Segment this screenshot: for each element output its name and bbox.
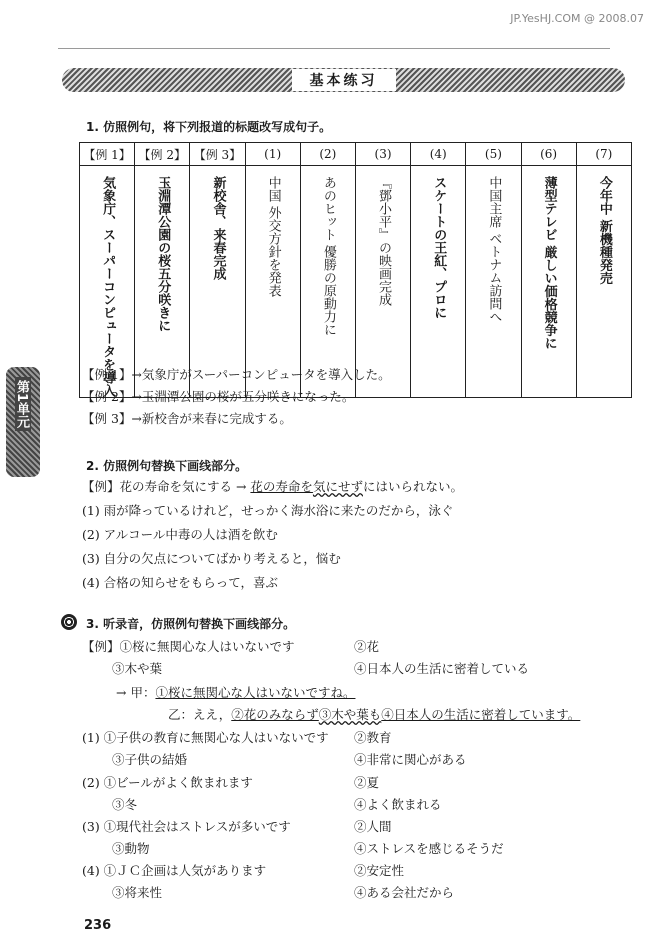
exercise-3-heading: 3. 听录音，仿照例句替换下画线部分。 xyxy=(86,617,296,631)
example-suffix: にはいられない。 xyxy=(362,479,463,494)
dialogue-b-seg: ②花のみならず xyxy=(231,707,319,722)
header-rule xyxy=(58,48,610,49)
exercise-2-example xyxy=(82,477,463,495)
exercise-3-item-line: ④ストレスを感じるそうだ xyxy=(354,841,504,856)
col-label: (4) xyxy=(411,143,466,166)
headline-text: 新校舎、来春完成 xyxy=(210,176,226,280)
exercise-1-heading: 1. 仿照例句，将下列报道的标题改写成句子。 xyxy=(86,120,332,134)
exercise-3-item-line: ③将来性 xyxy=(112,885,163,900)
headline-cell xyxy=(245,166,300,398)
exercise-3-item-line: ③動物 xyxy=(112,841,150,856)
exercise-3-example-line: ④日本人の生活に密着している xyxy=(354,661,530,676)
exercise-3-item-line: (1) ①子供の教育に無関心な人はいないです xyxy=(82,730,329,745)
exercise-3-item-line: ②教育 xyxy=(354,730,392,745)
unit-side-tab xyxy=(6,367,40,477)
section-banner xyxy=(62,68,625,92)
headline-text: 中国 外交方針を発表 xyxy=(265,176,281,298)
example-prefix: 【例】花の寿命を気にする → xyxy=(82,479,251,494)
exercise-3-item-line: ④よく飲まれる xyxy=(354,797,442,812)
dialogue-a-text: ①桜に無関心な人はいないですね。 xyxy=(155,685,356,700)
exercise-3-item-line: ②人間 xyxy=(354,819,392,834)
headline-cell xyxy=(411,166,466,398)
headline-text: 中国主席 ベトナム訪問へ xyxy=(486,176,502,324)
dialogue-b-seg: ④日本人の生活に密着しています。 xyxy=(381,707,581,722)
dialogue-b xyxy=(168,705,580,723)
watermark: JP.YesHJ.COM @ 2008.07 xyxy=(510,12,644,25)
headline-cell xyxy=(466,166,521,398)
unit-label: 第1单元 xyxy=(15,377,31,431)
col-label: (1) xyxy=(245,143,300,166)
page-number: 236 xyxy=(84,918,112,933)
exercise-3-item-line: ③冬 xyxy=(112,797,138,812)
banner-title: 基本练习 xyxy=(292,69,396,91)
col-label: 【例 2】 xyxy=(135,143,190,166)
headline-table-header-row xyxy=(80,143,632,166)
exercise-3-item-line: (4) ①ＪＣ企画は人気があります xyxy=(82,863,267,878)
exercise-2-item: (2) アルコール中毒の人は酒を飲む xyxy=(82,527,278,542)
example-underlined-b: 気にせず xyxy=(312,479,363,494)
exercise-3-item-line: ④非常に関心がある xyxy=(354,752,467,767)
exercise-3-item-line: (3) ①現代社会はストレスが多いです xyxy=(82,819,291,834)
headline-cell xyxy=(135,166,190,398)
dialogue-a-prefix: → 甲： xyxy=(116,685,156,700)
col-label: (2) xyxy=(300,143,355,166)
example-answer-2: 【例 2】→玉淵潭公園の桜が五分咲きになった。 xyxy=(82,389,355,404)
headline-text: 薄型テレビ 厳しい価格競争に xyxy=(541,176,557,350)
headline-cell xyxy=(521,166,576,398)
headline-cell xyxy=(190,166,245,398)
dialogue-a xyxy=(116,683,355,701)
exercise-2-item: (1) 雨が降っているけれど，せっかく海水浴に来たのだから，泳ぐ xyxy=(82,503,454,518)
headline-text: 玉淵潭公園の桜五分咲きに xyxy=(155,176,171,332)
headline-text: 気象庁、スーパーコンピュータを導入 xyxy=(100,176,116,397)
exercise-3-example-line: ③木や葉 xyxy=(112,661,163,676)
example-answer-3: 【例 3】→新校舎が来春に完成する。 xyxy=(82,411,292,426)
exercise-3-example-line: ②花 xyxy=(354,639,380,654)
col-label: (3) xyxy=(355,143,410,166)
cd-audio-icon xyxy=(61,614,77,630)
headline-cell xyxy=(80,166,135,398)
col-label: (7) xyxy=(576,143,631,166)
col-label: 【例 1】 xyxy=(80,143,135,166)
exercise-2-item: (4) 合格の知らせをもらって，喜ぶ xyxy=(82,575,279,590)
exercise-2-item: (3) 自分の欠点についてばかり考えると，悩む xyxy=(82,551,341,566)
exercise-3-item-line: (2) ①ビールがよく飲まれます xyxy=(82,775,253,790)
headline-text: スケートの王紅、プロに xyxy=(431,176,447,319)
headline-text: 今年中 新機種発売 xyxy=(596,176,612,285)
exercise-2-heading: 2. 仿照例句替换下画线部分。 xyxy=(86,459,248,473)
exercise-3-example-line: 【例】①桜に無関心な人はいないです xyxy=(82,639,295,654)
dialogue-b-seg: ③木や葉も xyxy=(318,707,382,722)
exercise-3-item-line: ③子供の結婚 xyxy=(112,752,188,767)
example-answer-1: 【例 1】→気象庁がスーパーコンピュータを導入した。 xyxy=(82,367,391,382)
col-label: (6) xyxy=(521,143,576,166)
headline-cell xyxy=(355,166,410,398)
headline-text: あのヒット 優勝の原動力に xyxy=(320,176,336,337)
exercise-3-item-line: ②夏 xyxy=(354,775,380,790)
example-underlined-a: 花の寿命を xyxy=(250,479,313,494)
headline-table xyxy=(79,142,632,398)
dialogue-b-prefix: 乙：ええ， xyxy=(168,707,232,722)
exercise-3-item-line: ②安定性 xyxy=(354,863,405,878)
headline-cell xyxy=(576,166,631,398)
headline-cell xyxy=(300,166,355,398)
col-label: 【例 3】 xyxy=(190,143,245,166)
col-label: (5) xyxy=(466,143,521,166)
headline-table-body-row xyxy=(80,166,632,398)
headline-text: 『鄧小平』の映画完成 xyxy=(376,176,392,306)
exercise-3-item-line: ④ある会社だから xyxy=(354,885,455,900)
